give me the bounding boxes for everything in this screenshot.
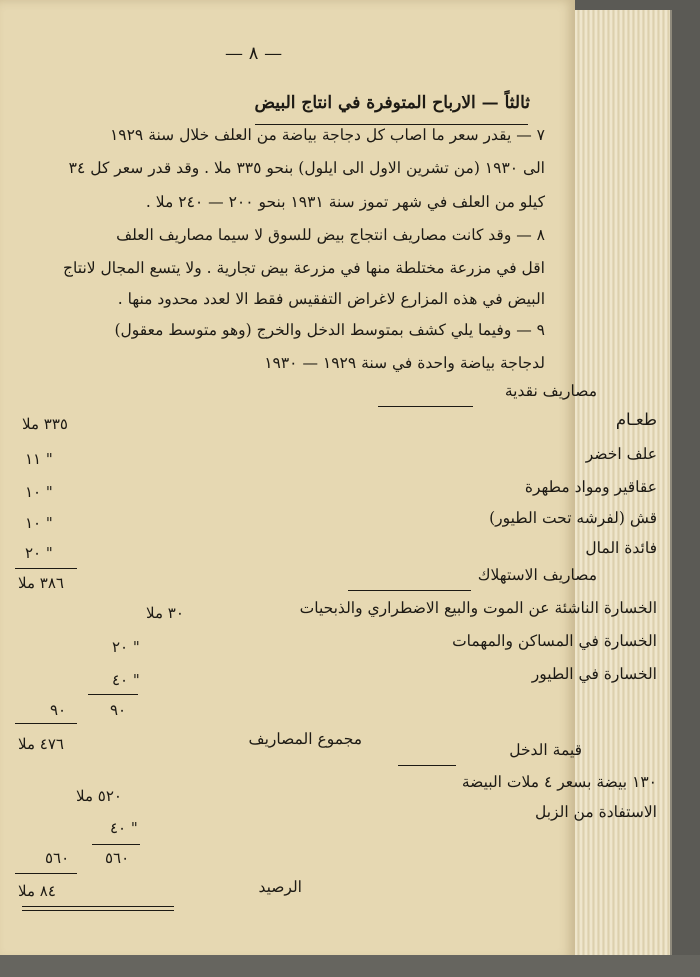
income-outer-rule	[15, 873, 77, 874]
cash-title-underline	[378, 406, 473, 407]
balance-value: ٨٤ ملا	[18, 882, 56, 900]
para7-line2: الى ١٩٣٠ (من تشرين الاول الى ايلول) بنحو ٣٣٥ ملا . وقد قدر سعر كل ٣٤	[68, 159, 545, 177]
book-cover	[0, 955, 700, 977]
para9-line2: لدجاجة بياضة واحدة في سنة ١٩٢٩ — ١٩٣٠	[264, 354, 545, 372]
income-subtotal-inner: ٥٦٠	[105, 849, 130, 867]
cash-total-rule	[15, 568, 77, 569]
para7-line1: ٧ — يقدر سعر ما اصاب كل دجاجة بياضة من العلف خلال سنة ١٩٢٩	[109, 126, 545, 144]
consumption-outer-rule	[15, 723, 77, 724]
consumption-title: مصاريف الاستهلاك	[477, 566, 597, 584]
cash-item-drugs: عقاقير ومواد مطهرة	[524, 478, 657, 496]
consumption-item-death: الخسارة الناشئة عن الموت والبيع الاضطراري والذبحيات	[299, 599, 657, 617]
cash-value-drugs: ١٠ "	[25, 483, 53, 501]
consumption-inner-rule	[88, 694, 138, 695]
para8-line3: البيض في هذه المزارع لاغراض التفقيس فقط الا لعدد محدود منها .	[117, 290, 545, 308]
para7-line3: كيلو من العلف في شهر تموز سنة ١٩٣١ بنحو ٢٠٠ — ٢٤٠ ملا .	[145, 193, 545, 211]
cash-total: ٣٨٦ ملا	[18, 574, 64, 592]
cash-item-interest: فائدة المال	[585, 539, 657, 557]
para8-line1: ٨ — وقد كانت مصاريف انتجاج بيض للسوق لا سيما مصاريف العلف	[116, 226, 545, 244]
cash-expenses-title: مصاريف نقدية	[504, 382, 597, 400]
cash-item-green-fodder: علف اخضر	[585, 445, 657, 463]
cash-value-food: ٣٣٥ ملا	[22, 415, 68, 433]
balance-label: الرصيد	[258, 878, 302, 896]
cash-value-interest: ٢٠ "	[25, 544, 53, 562]
para9-line1: ٩ — وفيما يلي كشف بمتوسط الدخل والخرج (وهو متوسط معقول)	[114, 321, 545, 339]
income-title: قيمة الدخل	[509, 741, 582, 759]
section-heading: ثالثاً — الارباح المتوفرة في انتاج البيض	[254, 93, 530, 113]
consumption-value-death: ٣٠ ملا	[146, 604, 184, 622]
consumption-subtotal-inner: ٩٠	[110, 701, 127, 719]
income-title-underline	[398, 765, 456, 766]
consumption-subtotal-outer: ٩٠	[50, 701, 67, 719]
consumption-title-underline	[348, 590, 471, 591]
consumption-value-birds: ٤٠ "	[112, 671, 140, 689]
para8-line2: اقل في مزرعة مختلطة منها في مزرعة بيض تجارية . ولا يتسع المجال لانتاج	[63, 259, 545, 277]
income-value-eggs: ٥٢٠ ملا	[76, 787, 122, 805]
income-item-manure: الاستفادة من الزبل	[535, 803, 657, 821]
income-item-eggs: ١٣٠ بيضة بسعر ٤ ملات البيضة	[461, 773, 657, 791]
balance-rule-2	[22, 910, 174, 911]
cash-value-straw: ١٠ "	[25, 514, 53, 532]
heading-underline	[255, 124, 528, 125]
income-value-manure: ٤٠ "	[110, 819, 138, 837]
income-inner-rule	[92, 844, 140, 845]
consumption-item-birds: الخسارة في الطيور	[531, 665, 657, 683]
page-number: — ٨ —	[225, 43, 283, 64]
total-expenses-value: ٤٧٦ ملا	[18, 735, 64, 753]
cash-item-straw: قش (لفرشه تحت الطيور)	[489, 509, 657, 527]
consumption-value-housing: ٢٠ "	[112, 638, 140, 656]
cash-item-food: طعـام	[615, 410, 657, 429]
balance-rule-1	[22, 906, 174, 907]
cash-value-green-fodder: ١١ "	[25, 450, 53, 468]
income-subtotal-outer: ٥٦٠	[45, 849, 70, 867]
consumption-item-housing: الخسارة في المساكن والمهمات	[452, 632, 657, 650]
total-expenses-label: مجموع المصاريف	[248, 730, 362, 748]
